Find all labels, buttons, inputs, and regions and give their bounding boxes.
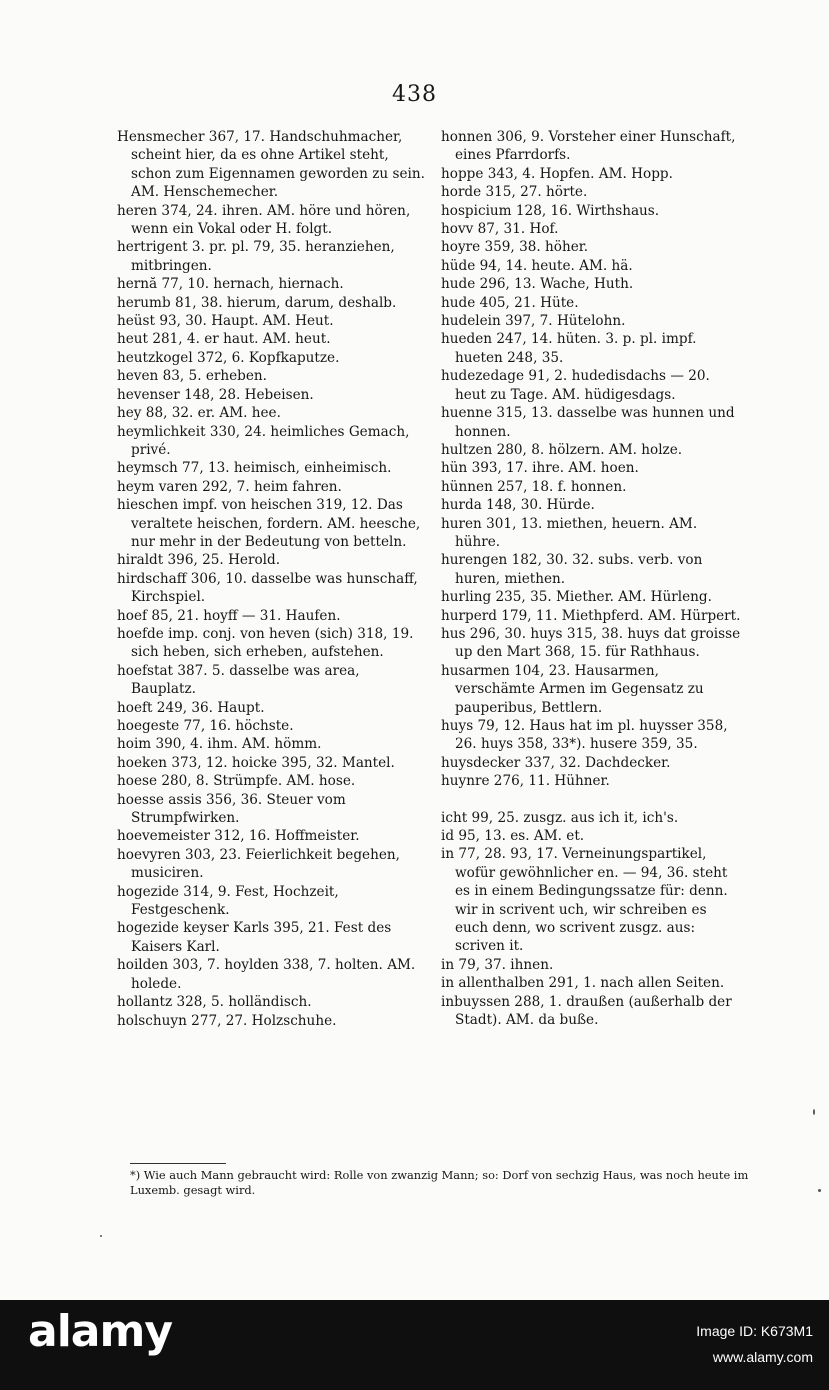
dictionary-entry: huynre 276, 11. Hühner.: [441, 773, 610, 790]
dictionary-entry: hieschen impf. von heischen 319, 12. Das veraltete heischen, fordern. AM. heesche, nur mehr in der Bedeutung von betteln.: [117, 497, 421, 550]
dictionary-entry: hernă 77, 10. hernach, hiernach.: [117, 276, 344, 293]
dictionary-entry: in allenthalben 291, 1. nach allen Seiten.: [441, 975, 725, 992]
dictionary-entry: hueden 247, 14. hüten. 3. p. pl. impf. hueten 248, 35.: [441, 331, 697, 366]
dictionary-entry: hogezide 314, 9. Fest, Hochzeit, Festgeschenk.: [117, 883, 339, 919]
dictionary-entry: inbuyssen 288, 1. draußen (außerhalb der Stadt). AM. da buße.: [441, 993, 732, 1029]
dictionary-entry: honnen 306, 9. Vorsteher einer Hunschaft, eines Pfarrdorfs.: [441, 129, 736, 164]
dictionary-entry: hünnen 257, 18. f. honnen.: [441, 478, 627, 495]
speck-mark: [100, 1235, 102, 1237]
dictionary-entry: hoeft 249, 36. Haupt.: [117, 699, 265, 716]
dictionary-entry: hoeken 373, 12. hoicke 395, 32. Mantel.: [117, 754, 395, 771]
dictionary-entry: hurperd 179, 11. Miethpferd. AM. Hürpert.: [441, 607, 741, 624]
dictionary-entry: in 79, 37. ihnen.: [441, 956, 554, 973]
dictionary-entry: hoesse assis 356, 36. Steuer vom Strumpfwirken.: [117, 791, 346, 827]
dictionary-entry: hevenser 148, 28. Hebeisen.: [117, 386, 314, 403]
dictionary-entry: Hensmecher 367, 17. Handschuhmacher, scheint hier, da es ohne Artikel steht, schon zum Eigennamen geworden zu sein. AM. Henschemecher.: [117, 129, 425, 201]
dictionary-entry: id 95, 13. es. AM. et.: [441, 828, 585, 845]
dictionary-entry: hoef 85, 21. hoyff — 31. Haufen.: [117, 607, 341, 624]
site-url: www.alamy.com: [712, 1349, 813, 1365]
dictionary-entry: horde 315, 27. hörte.: [441, 184, 588, 201]
dictionary-entry: hospicium 128, 16. Wirthshaus.: [441, 202, 660, 219]
dictionary-entry: hiraldt 396, 25. Herold.: [117, 552, 281, 569]
dictionary-entry: hurda 148, 30. Hürde.: [441, 497, 595, 514]
dictionary-entry: hudelein 397, 7. Hütelohn.: [441, 313, 626, 330]
left-column: [117, 128, 425, 1030]
dictionary-entry: hertrigent 3. pr. pl. 79, 35. heranziehen, mitbringen.: [117, 239, 395, 274]
watermark-info: [696, 1318, 813, 1370]
dictionary-entry: hoppe 343, 4. Hopfen. AM. Hopp.: [441, 165, 673, 182]
dictionary-entry: hurengen 182, 30. 32. subs. verb. von huren, miethen.: [441, 552, 703, 587]
dictionary-entry: hoegeste 77, 16. höchste.: [117, 718, 294, 734]
dictionary-entry: hün 393, 17. ihre. AM. hoen.: [441, 460, 639, 477]
dictionary-entry: huys 79, 12. Haus hat im pl. huysser 358, 26. huys 358, 33*). husere 359, 35.: [441, 718, 728, 753]
dictionary-entry: heymlichkeit 330, 24. heimliches Gemach, privé.: [117, 423, 410, 458]
dictionary-entry: hultzen 280, 8. hölzern. AM. holze.: [441, 441, 683, 458]
dictionary-entry: hoese 280, 8. Strümpfe. AM. hose.: [117, 773, 356, 790]
dictionary-entry: hudezedage 91, 2. hudedisdachs — 20. heut zu Tage. AM. hüdigesdags.: [441, 368, 710, 403]
dictionary-entry: hovv 87, 31. Hof.: [441, 221, 559, 238]
dictionary-entry: hus 296, 30. huys 315, 38. huys dat groisse up den Mart 368, 15. für Rathhaus.: [441, 625, 741, 661]
dictionary-entry: huenne 315, 13. dasselbe was hunnen und honnen.: [441, 405, 735, 440]
dictionary-entry: herumb 81, 38. hierum, darum, deshalb.: [117, 294, 397, 311]
dictionary-entry: hollantz 328, 5. holländisch.: [117, 994, 312, 1011]
dictionary-entry: huren 301, 13. miethen, heuern. AM. hühre.: [441, 515, 698, 550]
dictionary-entry: heym varen 292, 7. heim fahren.: [117, 478, 342, 495]
dictionary-entry: hoefde imp. conj. von heven (sich) 318, 19. sich heben, sich erheben, aufstehen.: [117, 625, 414, 661]
speck-mark: [813, 1109, 815, 1115]
dictionary-entry: hoevemeister 312, 16. Hoffmeister.: [117, 828, 360, 845]
dictionary-entry: hude 296, 13. Wache, Huth.: [441, 276, 634, 293]
dictionary-entry: hoilden 303, 7. hoylden 338, 7. holten. AM. holede.: [117, 957, 416, 992]
dictionary-entry: heüst 93, 30. Haupt. AM. Heut.: [117, 313, 334, 330]
dictionary-entry: holschuyn 277, 27. Holzschuhe.: [117, 1012, 337, 1029]
dictionary-entry: heren 374, 24. ihren. AM. höre und hören, wenn ein Vokal oder H. folgt.: [117, 202, 411, 238]
dictionary-entry: hoyre 359, 38. höher.: [441, 239, 589, 256]
dictionary-entry: icht 99, 25. zusgz. aus ich it, ich's.: [441, 809, 679, 826]
dictionary-entry: hoim 390, 4. ihm. AM. hömm.: [117, 736, 322, 753]
dictionary-entry: hogezide keyser Karls 395, 21. Fest des Kaisers Karl.: [117, 920, 392, 955]
dictionary-entry: huysdecker 337, 32. Dachdecker.: [441, 754, 671, 771]
dictionary-entry: hey 88, 32. er. AM. hee.: [117, 405, 281, 422]
dictionary-entry: husarmen 104, 23. Hausarmen, verschämte Armen im Gegensatz zu pauperibus, Bettlern.: [441, 662, 704, 716]
dictionary-entry: heven 83, 5. erheben.: [117, 368, 267, 385]
dictionary-entry: heutzkogel 372, 6. Kopfkaputze.: [117, 349, 340, 366]
dictionary-entry: hoevyren 303, 23. Feierlichkeit begehen, musiciren.: [117, 846, 400, 882]
footnote: *) Wie auch Mann gebraucht wird: Rolle von zwanzig Mann; so: Dorf von sechzig Haus, was noch heute im Luxemb. gesagt wird.: [130, 1168, 749, 1197]
dictionary-entry: hüde 94, 14. heute. AM. hä.: [441, 257, 633, 274]
footnote-rule: [130, 1163, 226, 1164]
alamy-logo: alamy: [28, 1306, 172, 1357]
page-number: 438: [392, 82, 437, 107]
dictionary-entry: hurling 235, 35. Miether. AM. Hürleng.: [441, 589, 712, 606]
dictionary-entry: heut 281, 4. er haut. AM. heut.: [117, 331, 331, 348]
dictionary-entry: hude 405, 21. Hüte.: [441, 294, 579, 311]
dictionary-entry: hirdschaff 306, 10. dasselbe was hunschaff, Kirchspiel.: [117, 570, 418, 606]
speck-mark: [818, 1189, 821, 1192]
dictionary-entry: in 77, 28. 93, 17. Verneinungspartikel, wofür gewöhnlicher en. — 94, 36. steht es in einem Bedingungssatze für: denn. wir in scrivent uch, wir schreiben es euch denn, wo scrivent zusgz. aus: scriven it.: [441, 846, 728, 955]
dictionary-entry: hoefstat 387. 5. dasselbe was area, Bauplatz.: [117, 662, 360, 698]
right-column: [441, 128, 741, 1030]
dictionary-entry: heymsch 77, 13. heimisch, einheimisch.: [117, 460, 392, 477]
image-id: Image ID: K673M1: [696, 1323, 813, 1339]
